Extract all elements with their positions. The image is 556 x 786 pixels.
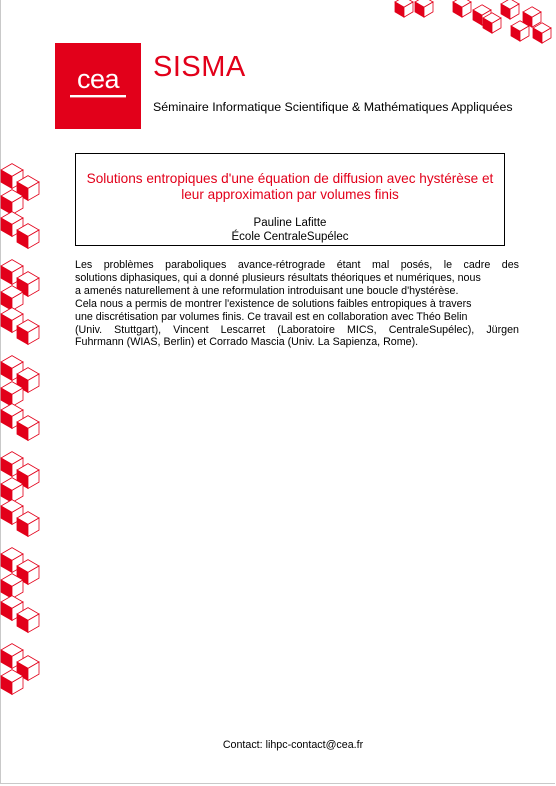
speaker-affiliation: École CentraleSupélec (231, 231, 349, 243)
cea-logo-icon (55, 43, 141, 129)
abstract-line: Les problèmes paraboliques avance-rétrograde étant mal posés, le cadre des (75, 259, 519, 271)
contact-info[interactable]: Contact: lihpc-contact@cea.fr (222, 739, 364, 751)
top-right-cube-pattern (392, 0, 556, 50)
abstract-line: Cela nous a permis de montrer l'existence de solutions faibles entropiques à travers (75, 297, 472, 310)
seminar-title: SISMA (153, 51, 246, 83)
talk-title (76, 171, 504, 203)
abstract (75, 259, 519, 349)
seminar-subtitle: Séminaire Informatique Scientifique & Mathématiques Appliquées (153, 100, 513, 114)
abstract-line: (Univ. Stuttgart), Vincent Lescarret (Laboratoire MICS, CentraleSupélec), Jürgen (75, 323, 519, 336)
talk-title-line: leur approximation par volumes finis (181, 187, 399, 202)
talk-box (75, 153, 505, 246)
speaker-name: Pauline Lafitte (253, 217, 327, 229)
abstract-line: une discrétisation par volumes finis. Ce travail est en collaboration avec Théo Belin (75, 310, 468, 323)
logo-text: cea (76, 64, 120, 94)
talk-title-line: Solutions entropiques d'une équation de diffusion avec hystérèse et (86, 171, 494, 186)
abstract-line: solutions diphasiques, qui a donné plusieurs résultats théoriques et numériques, nous (75, 271, 481, 284)
abstract-line: a amenés naturellement à une reformulation introduisant une boucle d'hystérèse. (75, 284, 459, 297)
left-cube-pattern (0, 158, 42, 703)
abstract-line: Fuhrmann (WIAS, Berlin) et Corrado Mascia (Univ. La Sapienza, Rome). (75, 336, 419, 349)
cea-logo (55, 43, 141, 129)
